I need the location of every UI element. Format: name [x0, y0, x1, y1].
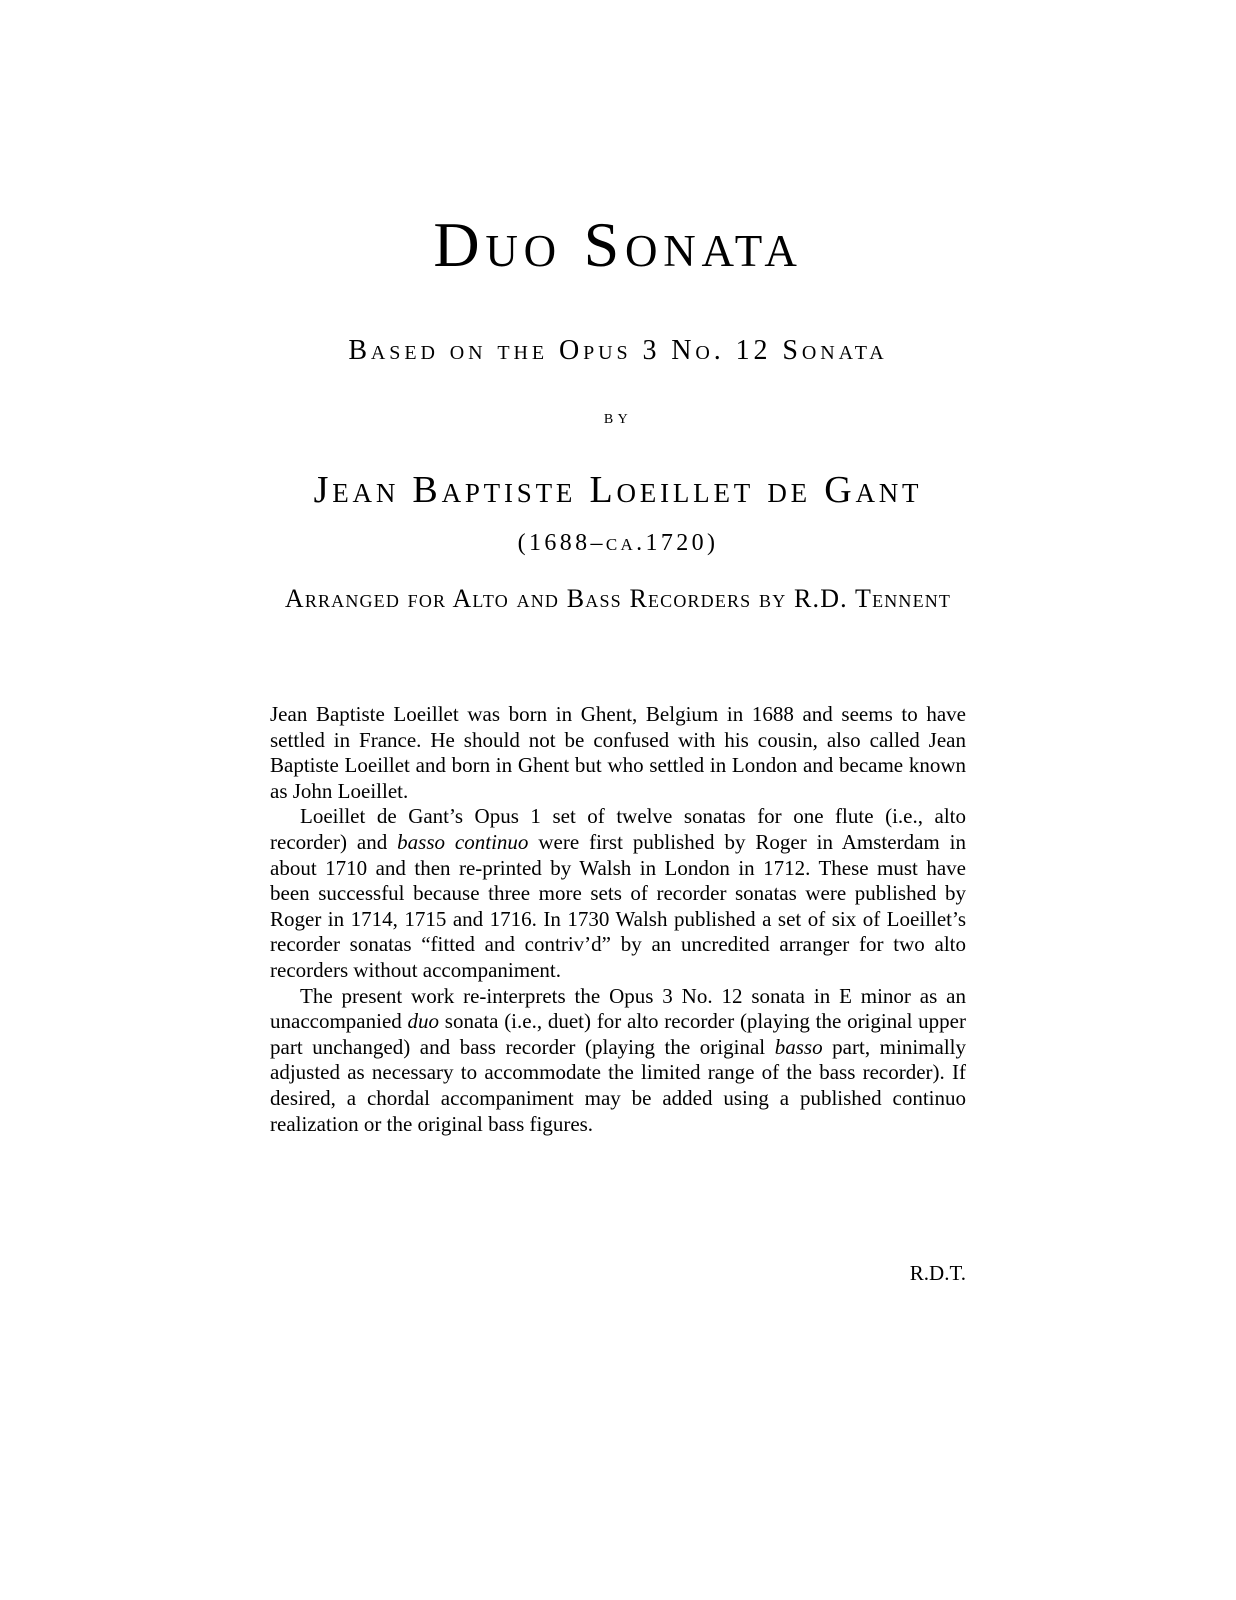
by-label: by [603, 406, 633, 428]
preface-text [270, 702, 966, 1137]
italic-text-segment: duo [407, 1009, 440, 1034]
text-segment: sonata (i.e., duet) for alto recorder (playing the original upper part unchanged) and bass recorder (playing the original [270, 1009, 966, 1059]
text-segment: part, minimally adjusted as necessary to accommodate the limited range of the bass recorder). If desired, a chordal accompaniment may be added using a published continuo realization or the original bass figures. [270, 1034, 966, 1136]
composer-dates: (1688–ca.1720) [517, 530, 719, 556]
paragraph [270, 984, 966, 1138]
paragraph [270, 702, 966, 804]
arranger-initials: R.D.T. [909, 1261, 966, 1285]
text-segment: Jean Baptiste Loeillet was born in Ghent, Belgium in 1688 and seems to have settled in France. He should not be confused with his cousin, also called Jean Baptiste Loeillet and born in Ghent but who settled in London and became known as John Loeillet. [270, 702, 966, 803]
text-segment: The present work re-interprets the Opus 3 No. 12 sonata in E minor as an unaccompanied [270, 983, 966, 1034]
text-segment: Loeillet de Gant’s Opus 1 set of twelve sonatas for one flute (i.e., alto recorder) and [270, 804, 966, 854]
page-title: Duo Sonata [433, 209, 803, 280]
text-segment: were first published by Roger in Amsterdam in about 1710 and then re-printed by Walsh in London in 1712. These must have been successful because three more sets of recorder sonatas were published by Roger in 1714, 1715 and 1716. In 1730 Walsh published a set of six of Loeillet’s recorder sonatas “fitted and contriv’d” by an uncredited arranger for two alto recorders without accompaniment. [270, 829, 966, 982]
composer-name: Jean Baptiste Loeillet de Gant [313, 469, 923, 511]
subtitle: Based on the Opus 3 No. 12 Sonata [348, 335, 888, 366]
italic-text-segment: basso continuo [397, 829, 529, 854]
italic-text-segment: basso [774, 1034, 823, 1059]
arrangement-credit: Arranged for Alto and Bass Recorders by R.D. Tennent [284, 584, 952, 613]
paragraph [270, 804, 966, 983]
